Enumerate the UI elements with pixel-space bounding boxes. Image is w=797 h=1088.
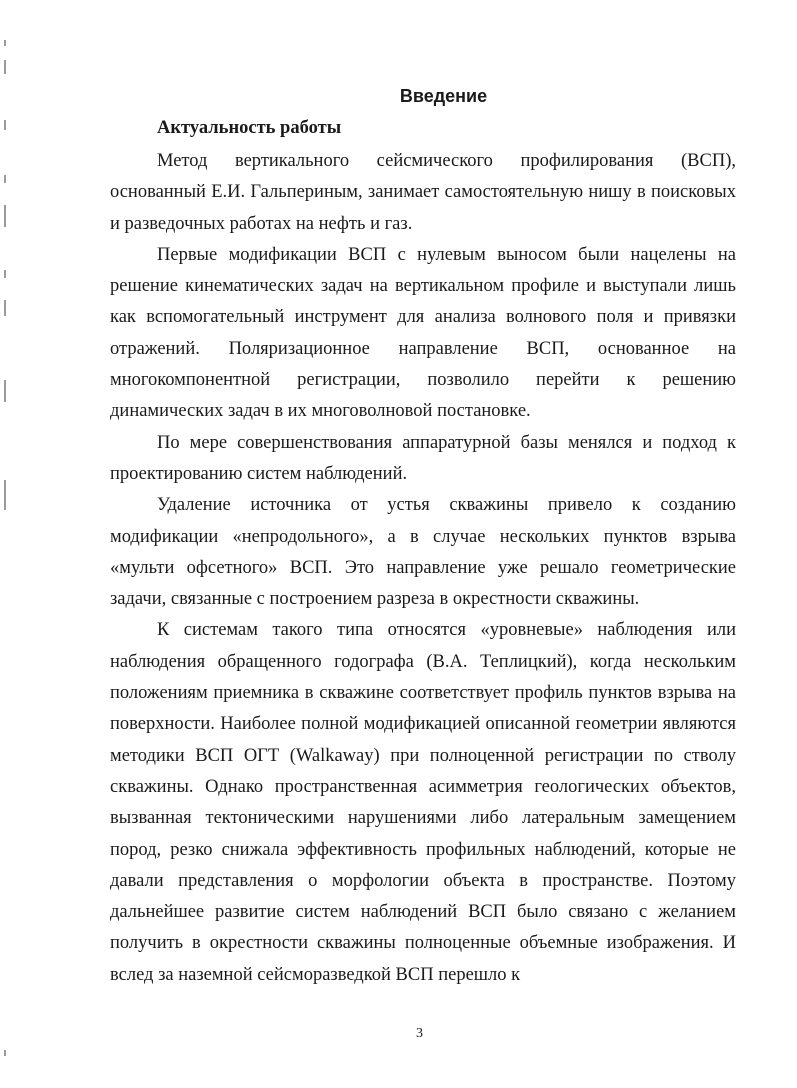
scan-margin-marks xyxy=(4,0,14,1088)
section-heading: Введение xyxy=(399,86,488,106)
paragraph: Метод вертикального сейсмического профилирования (ВСП), основанный Е.И. Гальпериным, занимает самостоятельную нишу в поисковых и разведочных работах на нефть и газ. xyxy=(110,151,736,234)
scan-mark xyxy=(4,270,6,278)
scan-mark xyxy=(4,120,6,130)
subsection-heading: Актуальность работы xyxy=(157,118,342,138)
page-number: 3 xyxy=(416,1026,423,1041)
scan-mark xyxy=(4,175,6,183)
paragraph: К системам такого типа относятся «уровневые» наблюдения или наблюдения обращенного годографа (В.А. Теплицкий), когда нескольким положениям приемника в скважине соответствует профиль пунктов взрыва на поверхности. Наиболее полной модификацией описанной геометрии являются методики ВСП ОГТ (Walkaway) при полноценной регистрации по стволу скважины. Однако пространственная асимметрия геологических объектов, вызванная тектоническими нарушениями либо латеральным замещением пород, резко снижала эффективность профильных наблюдений, которые не давали представления о морфологии объекта в пространстве. Поэтому дальнейшее развитие систем наблюдений ВСП было связано с желанием получить в окрестности скважины полноценные объемные изображения. И вслед за наземной сейсморазведкой ВСП перешло к xyxy=(110,620,736,985)
scan-mark xyxy=(4,380,6,402)
body-text xyxy=(110,146,736,991)
paragraph: Удаление источника от устья скважины привело к созданию модификации «непродольного», а в случае нескольких пунктов взрыва «мульти офсетного» ВСП. Это направление уже решало геометрические задачи, связанные с построением разреза в окрестности скважины. xyxy=(110,495,736,610)
scan-mark xyxy=(4,300,6,316)
scan-mark xyxy=(4,60,6,74)
scan-mark xyxy=(4,40,6,46)
paragraph: По мере совершенствования аппаратурной базы менялся и подход к проектированию систем наблюдений. xyxy=(110,432,736,484)
paragraph: Первые модификации ВСП с нулевым выносом были нацелены на решение кинематических задач на вертикальном профиле и выступали лишь как вспомогательный инструмент для анализа волнового поля и привязки отражений. Поляризационное направление ВСП, основанное на многокомпонентной регистрации, позволило перейти к решению динамических задач в их многоволновой постановке. xyxy=(110,244,736,422)
scan-mark xyxy=(4,205,6,227)
scan-mark xyxy=(4,1050,6,1056)
scan-mark xyxy=(4,480,6,510)
